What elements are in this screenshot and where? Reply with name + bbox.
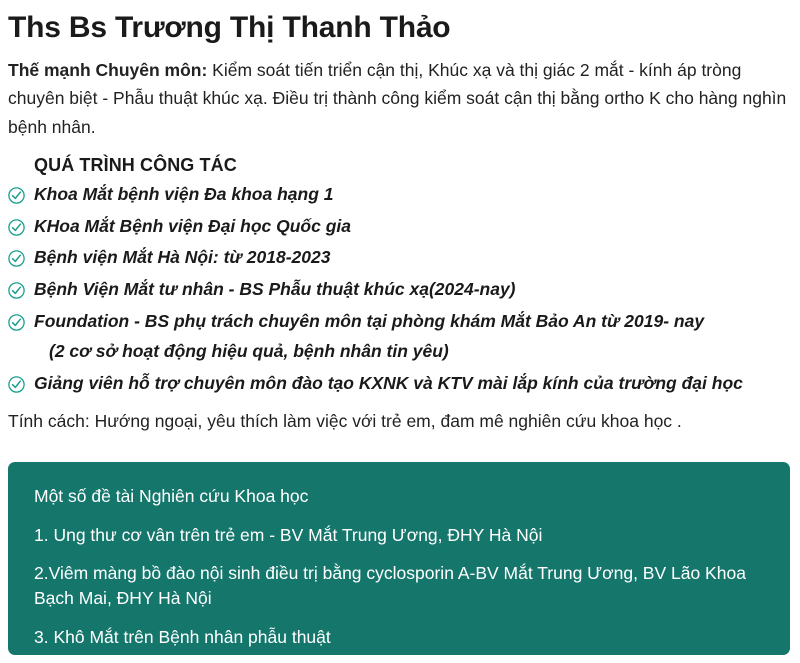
specialty-label: Thế mạnh Chuyên môn: bbox=[8, 60, 208, 80]
research-item: 1. Ung thư cơ vân trên trẻ em - BV Mắt Trung Ương, ĐHY Hà Nội bbox=[34, 524, 543, 545]
check-circle-icon bbox=[8, 187, 25, 204]
list-item bbox=[8, 215, 790, 239]
experience-heading: QUÁ TRÌNH CÔNG TÁC bbox=[34, 155, 237, 176]
specialty-paragraph bbox=[8, 56, 790, 141]
list-item bbox=[8, 183, 790, 207]
research-item: 3. Khô Mắt trên Bệnh nhân phẫu thuật bbox=[34, 626, 331, 647]
list-item bbox=[8, 372, 790, 396]
list-item bbox=[8, 246, 790, 270]
list-item-label bbox=[34, 310, 704, 364]
list-item-label: Khoa Mắt bệnh viện Đa khoa hạng 1 bbox=[34, 184, 334, 205]
research-panel bbox=[8, 462, 790, 655]
list-item bbox=[8, 310, 790, 364]
personality-text: Tính cách: Hướng ngoại, yêu thích làm việc với trẻ em, đam mê nghiên cứu khoa học . bbox=[8, 411, 682, 432]
page-title: Ths Bs Trương Thị Thanh Thảo bbox=[8, 11, 451, 44]
specialty-text: Kiểm soát tiến triển cận thị, Khúc xạ và thị giác 2 mắt - kính áp tròng chuyên biệt - Phẫu thuật khúc xạ. Điều trị thành công kiểm soát cận thị bằng ortho K cho hàng nghìn bệnh nhân. bbox=[8, 60, 787, 137]
check-circle-icon bbox=[8, 282, 25, 299]
list-item-label: Bệnh Viện Mắt tư nhân - BS Phẫu thuật khúc xạ(2024-nay) bbox=[34, 278, 516, 299]
list-item bbox=[8, 278, 790, 302]
list-item-label: Bệnh viện Mắt Hà Nội: từ 2018-2023 bbox=[34, 247, 331, 268]
list-item-main: Foundation - BS phụ trách chuyên môn tại phòng khám Mắt Bảo An từ 2019- nay bbox=[34, 310, 705, 331]
check-circle-icon bbox=[8, 376, 25, 393]
list-item-label: Giảng viên hỗ trợ chuyên môn đào tạo KXNK và KTV mài lắp kính của trường đại học bbox=[34, 372, 743, 393]
list-item-label: KHoa Mắt Bệnh viện Đại học Quốc gia bbox=[34, 215, 351, 236]
research-item: 2.Viêm màng bồ đào nội sinh điều trị bằng cyclosporin A-BV Mắt Trung Ương, BV Lão Khoa Bạch Mai, ĐHY Hà Nội bbox=[34, 562, 746, 609]
experience-list bbox=[8, 183, 790, 395]
check-circle-icon bbox=[8, 314, 25, 331]
check-circle-icon bbox=[8, 250, 25, 267]
check-circle-icon bbox=[8, 219, 25, 236]
list-item-sub: (2 cơ sở hoạt động hiệu quả, bệnh nhân tin yêu) bbox=[49, 341, 449, 362]
research-title: Một số đề tài Nghiên cứu Khoa học bbox=[34, 486, 309, 506]
